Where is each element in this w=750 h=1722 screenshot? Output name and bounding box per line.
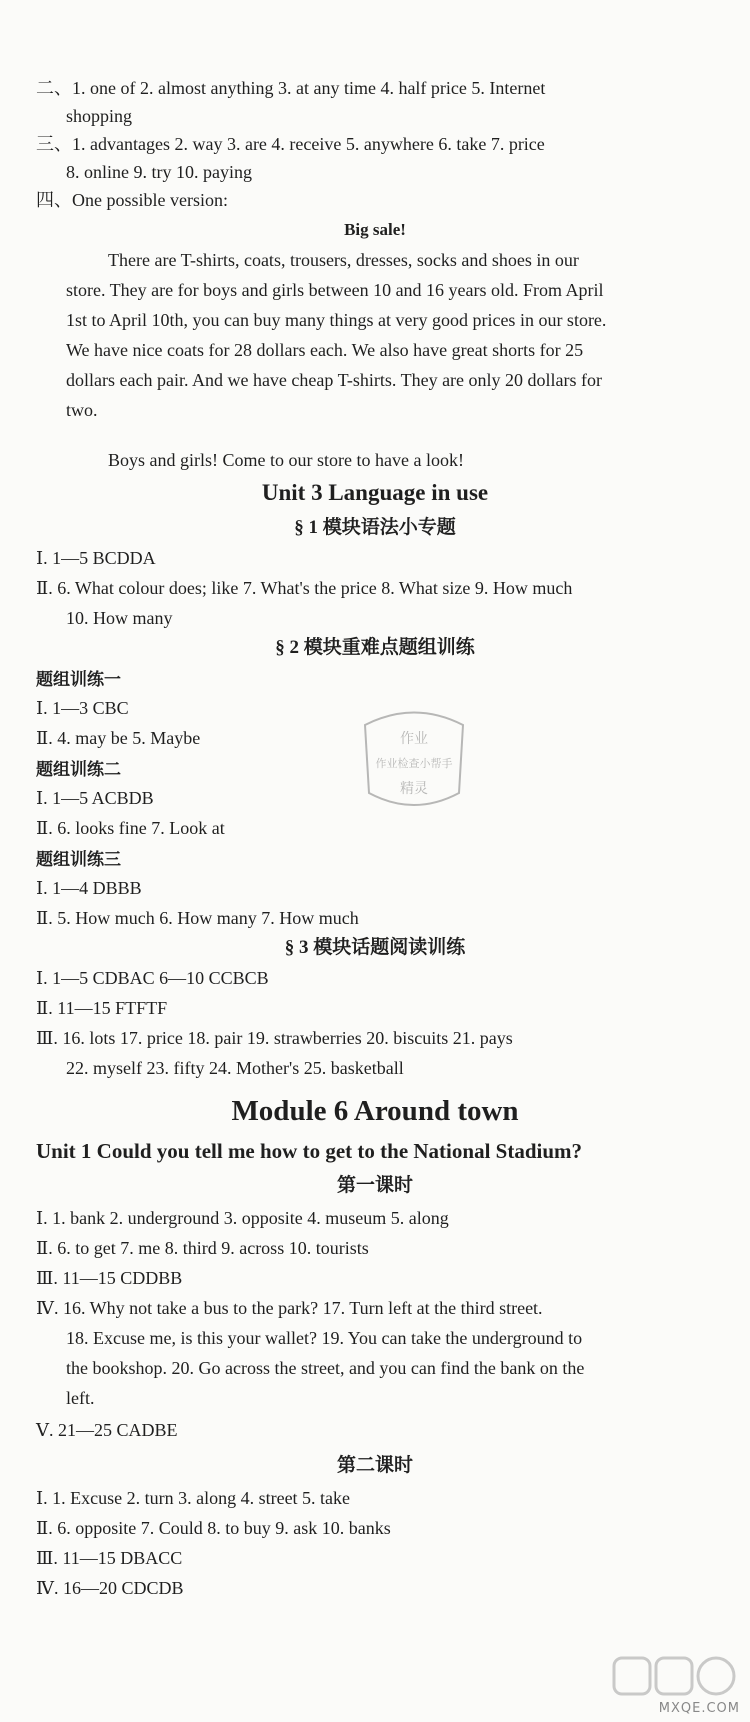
answer-line: Ⅰ. 1—3 CBC bbox=[36, 698, 129, 718]
answer-line: Ⅱ. 4. may be 5. Maybe bbox=[36, 728, 201, 748]
homework-helper-stamp bbox=[355, 705, 473, 815]
unit-heading: Unit 3 Language in use bbox=[261, 480, 489, 505]
answer-line: Ⅲ. 11—15 DBACC bbox=[36, 1548, 183, 1568]
site-watermark-text: MXQE.COM bbox=[658, 1701, 740, 1716]
answer-line: Ⅲ. 11—15 CDDBB bbox=[36, 1268, 183, 1288]
answer-line-continuation: the bookshop. 20. Go across the street, and you can find the bank on the bbox=[66, 1358, 585, 1378]
exercise-group-heading: 题组训练三 bbox=[36, 850, 121, 870]
answer-line-section-3: 三、1. advantages 2. way 3. are 4. receive 5. anywhere 6. take 7. price bbox=[36, 134, 545, 154]
exercise-group-heading: 题组训练一 bbox=[36, 670, 121, 690]
answer-line: Ⅳ. 16—20 CDCDB bbox=[36, 1578, 184, 1598]
essay-line: Boys and girls! Come to our store to have a look! bbox=[108, 450, 464, 470]
section-heading: § 2 模块重难点题组训练 bbox=[275, 637, 475, 658]
essay-line: store. They are for boys and girls between 10 and 16 years old. From April bbox=[66, 280, 604, 300]
answer-line: Ⅴ. 21—25 CADBE bbox=[36, 1420, 178, 1440]
answer-line-section-2: 二、1. one of 2. almost anything 3. at any time 4. half price 5. Internet bbox=[36, 78, 546, 98]
lesson-heading: 第二课时 bbox=[336, 1455, 413, 1476]
unit-heading: Unit 1 Could you tell me how to get to the National Stadium? bbox=[36, 1139, 583, 1163]
answer-line: Ⅱ. 6. looks fine 7. Look at bbox=[36, 818, 225, 838]
module-heading: Module 6 Around town bbox=[231, 1095, 519, 1127]
answer-line: Ⅰ. 1—5 BCDDA bbox=[36, 548, 156, 568]
answer-line-continuation: shopping bbox=[66, 106, 133, 126]
answer-line: Ⅳ. 16. Why not take a bus to the park? 17. Turn left at the third street. bbox=[36, 1298, 543, 1318]
essay-line: dollars each pair. And we have cheap T-shirts. They are only 20 dollars for bbox=[66, 370, 603, 390]
essay-line: There are T-shirts, coats, trousers, dresses, socks and shoes in our bbox=[108, 250, 579, 270]
stamp-top-text: 作业 bbox=[400, 731, 428, 747]
answer-line: Ⅱ. 6. opposite 7. Could 8. to buy 9. ask 10. banks bbox=[36, 1518, 391, 1538]
answer-line: Ⅲ. 16. lots 17. price 18. pair 19. strawberries 20. biscuits 21. pays bbox=[36, 1028, 513, 1048]
lesson-heading: 第一课时 bbox=[336, 1175, 413, 1196]
essay-line: We have nice coats for 28 dollars each. We also have great shorts for 25 bbox=[66, 340, 584, 360]
answer-line-continuation: 8. online 9. try 10. paying bbox=[66, 162, 252, 182]
essay-line: two. bbox=[66, 400, 98, 420]
answer-line: Ⅰ. 1. bank 2. underground 3. opposite 4. museum 5. along bbox=[36, 1208, 449, 1228]
answer-line: Ⅱ. 11—15 FTFTF bbox=[36, 998, 168, 1018]
stamp-bottom-text: 精灵 bbox=[400, 781, 428, 797]
section-heading: § 1 模块语法小专题 bbox=[294, 517, 456, 538]
stamp-middle-text: 作业检查小帮手 bbox=[375, 757, 453, 770]
exercise-group-heading: 题组训练二 bbox=[36, 760, 121, 780]
answer-line-continuation: 18. Excuse me, is this your wallet? 19. You can take the underground to bbox=[66, 1328, 583, 1348]
section-heading: § 3 模块话题阅读训练 bbox=[284, 937, 466, 958]
answer-line: Ⅱ. 5. How much 6. How many 7. How much bbox=[36, 908, 359, 928]
essay-title: Big sale! bbox=[344, 220, 406, 239]
essay-line: 1st to April 10th, you can buy many things at very good prices in our store. bbox=[66, 310, 607, 330]
answer-line-continuation: 22. myself 23. fifty 24. Mother's 25. basketball bbox=[66, 1058, 404, 1078]
answer-line: Ⅱ. 6. to get 7. me 8. third 9. across 10. tourists bbox=[36, 1238, 369, 1258]
answer-line: Ⅰ. 1. Excuse 2. turn 3. along 4. street 5. take bbox=[36, 1488, 351, 1508]
answer-line: Ⅰ. 1—4 DBBB bbox=[36, 878, 142, 898]
answer-line-continuation: left. bbox=[66, 1388, 95, 1408]
answer-line-section-4: 四、One possible version: bbox=[36, 190, 228, 210]
answer-line: Ⅰ. 1—5 CDBAC 6—10 CCBCB bbox=[36, 968, 269, 988]
answer-line: Ⅱ. 6. What colour does; like 7. What's the price 8. What size 9. How much bbox=[36, 578, 573, 598]
answer-line-continuation: 10. How many bbox=[66, 608, 173, 628]
answer-line: Ⅰ. 1—5 ACBDB bbox=[36, 788, 154, 808]
